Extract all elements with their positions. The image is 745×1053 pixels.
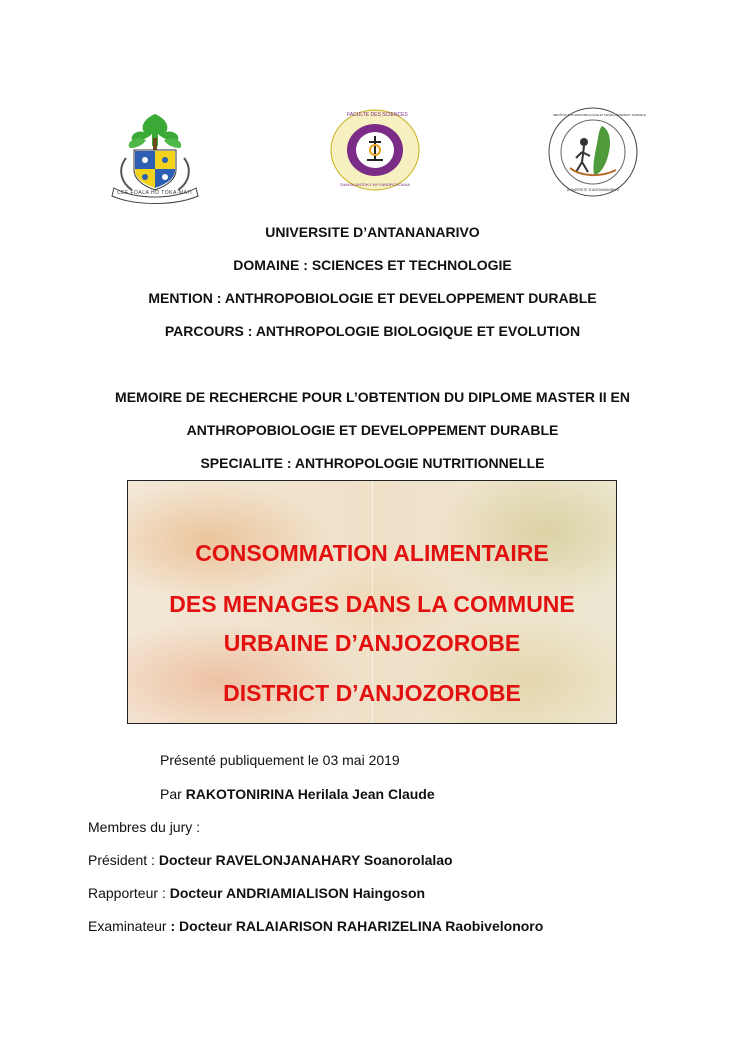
title-banner xyxy=(127,480,617,724)
mention-line: MENTION : ANTHROPOBIOLOGIE ET DEVELOPPEMENT DURABLE xyxy=(148,290,597,306)
mention-logo-ring-text: MENTION ANTHROPOBIOLOGIE ET DEVELOPPEMENT DURABLE xyxy=(553,113,646,117)
author-name: RAKOTONIRINA Herilala Jean Claude xyxy=(185,786,435,802)
title-line-2: DES MENAGES DANS LA COMMUNE xyxy=(169,591,575,617)
jury-rapporteur xyxy=(88,884,425,902)
title-line-4: DISTRICT D’ANJOZOROBE xyxy=(223,680,521,706)
parcours-line: PARCOURS : ANTHROPOLOGIE BIOLOGIQUE ET EVOLUTION xyxy=(164,323,581,339)
memoire-line-1: MEMOIRE DE RECHERCHE POUR L’OBTENTION DU DIPLOME MASTER II EN xyxy=(115,389,630,405)
examinateur-name: : Docteur RALAIARISON RAHARIZELINA Raobivelonoro xyxy=(170,918,544,934)
mention-anthropobiologie-logo xyxy=(540,106,646,198)
author-line xyxy=(160,785,435,803)
title-line-3: URBAINE D’ANJOZOROBE xyxy=(223,630,521,656)
faculty-logo-top-text: FACULTE DES SCIENCES xyxy=(347,112,408,118)
examinateur-label: Examinateur xyxy=(88,918,171,934)
rapporteur-name: Docteur ANDRIAMIALISON Haingoson xyxy=(169,885,426,901)
rapporteur-label: Rapporteur : xyxy=(88,885,170,901)
jury-examinateur xyxy=(88,917,543,935)
faculty-logo-bottom-text: SIANSA ANTOKY NY FANDROSOANA xyxy=(339,182,411,187)
university-coat-of-arms-logo xyxy=(100,108,210,203)
faculty-of-sciences-logo xyxy=(327,106,423,192)
title-line-1: CONSOMMATION ALIMENTAIRE xyxy=(195,540,549,566)
mention-logo-bottom-text: UNIVERSITE D'ANTANANARIVO xyxy=(566,188,620,192)
president-name: Docteur RAVELONJANAHARY Soanorolalao xyxy=(158,852,453,868)
president-label: Président : xyxy=(88,852,159,868)
university-name: UNIVERSITE D’ANTANANARIVO xyxy=(265,224,480,240)
presentation-date: Présenté publiquement le 03 mai 2019 xyxy=(160,752,400,768)
specialite-line: SPECIALITE : ANTHROPOLOGIE NUTRITIONNELLE xyxy=(200,455,545,471)
jury-heading: Membres du jury : xyxy=(88,819,201,835)
author-prefix: Par xyxy=(160,786,186,802)
domaine-line: DOMAINE : SCIENCES ET TECHNOLOGIE xyxy=(233,257,512,273)
coat-of-arms-motto: CEF FOALA HO TOKA-MAIT xyxy=(117,190,193,196)
jury-president xyxy=(88,851,453,869)
memoire-line-2: ANTHROPOBIOLOGIE ET DEVELOPPEMENT DURABLE xyxy=(186,422,559,438)
